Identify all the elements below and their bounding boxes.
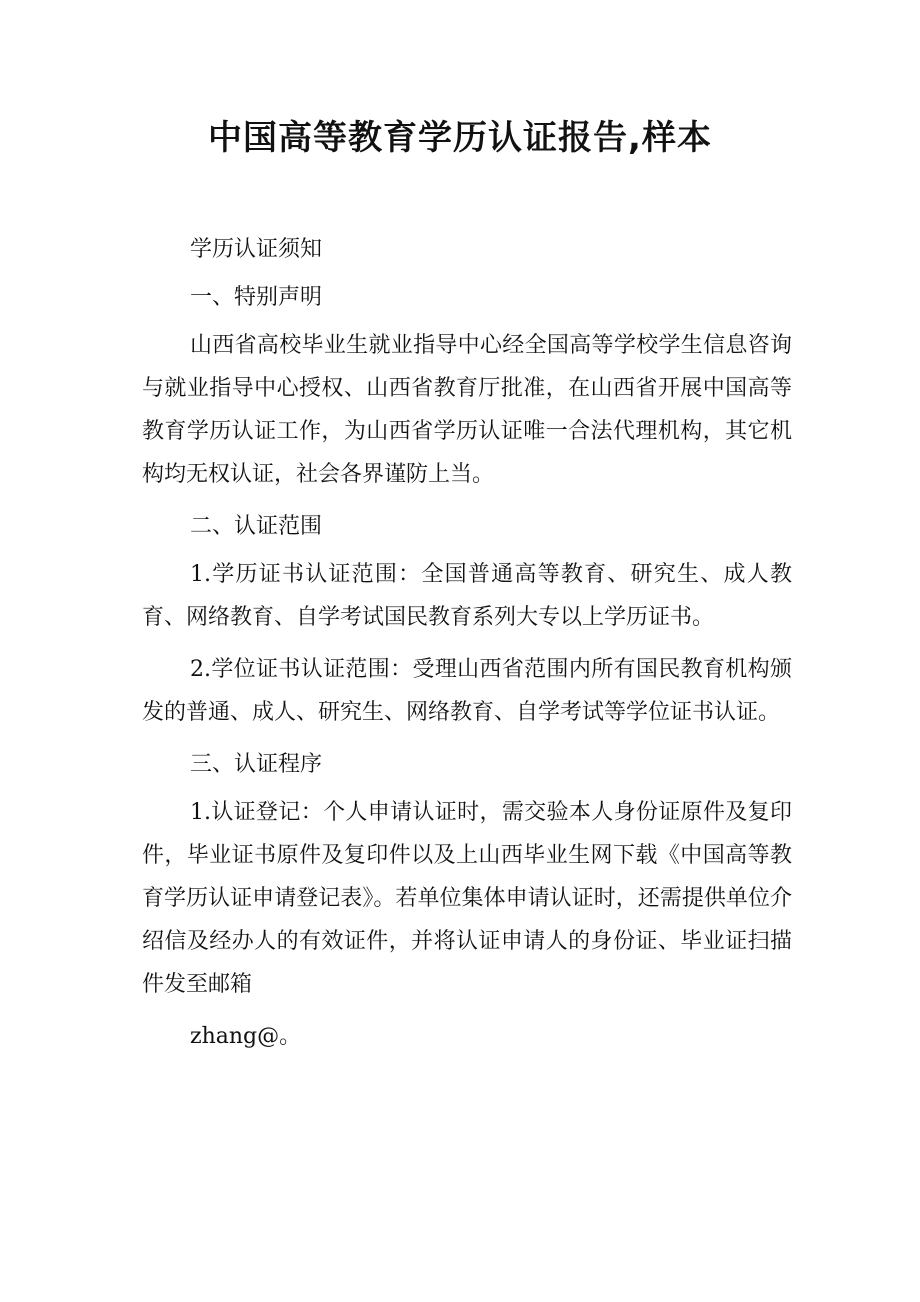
document-body (142, 228, 792, 1067)
paragraph-degree-certificate-scope: 1.学历证书认证范围：全国普通高等教育、研究生、成人教育、网络教育、自学考试国民教育系列大专以上学历证书。 (142, 562, 792, 630)
paragraph-registration: 1.认证登记：个人申请认证时，需交验本人身份证原件及复印件，毕业证书原件及复印件以及上山西毕业生网下载《中国高等教育学历认证申请登记表》。若单位集体申请认证时，还需提供单位介绍信及经办人的有效证件，并将认证申请人的身份证、毕业证扫描件发至邮箱 (142, 800, 792, 997)
paragraph-special-statement: 山西省高校毕业生就业指导中心经全国高等学校学生信息咨询与就业指导中心授权、山西省教育厅批准，在山西省开展中国高等教育学历认证工作，为山西省学历认证唯一合法代理机构，其它机构均无权认证，社会各界谨防上当。 (142, 333, 792, 487)
section-heading-procedure: 三、认证程序 (190, 752, 323, 777)
section-heading-special-statement: 一、特别声明 (190, 285, 323, 310)
notice-heading: 学历认证须知 (190, 237, 323, 262)
document-title: 中国高等教育学历认证报告,样本 (208, 118, 712, 158)
section-heading-scope: 二、认证范围 (190, 514, 323, 539)
paragraph-academic-degree-scope: 2.学位证书认证范围：受理山西省范围内所有国民教育机构颁发的普通、成人、研究生、网络教育、自学考试等学位证书认证。 (142, 657, 792, 725)
paragraph-email: zhang@。 (190, 1024, 302, 1049)
